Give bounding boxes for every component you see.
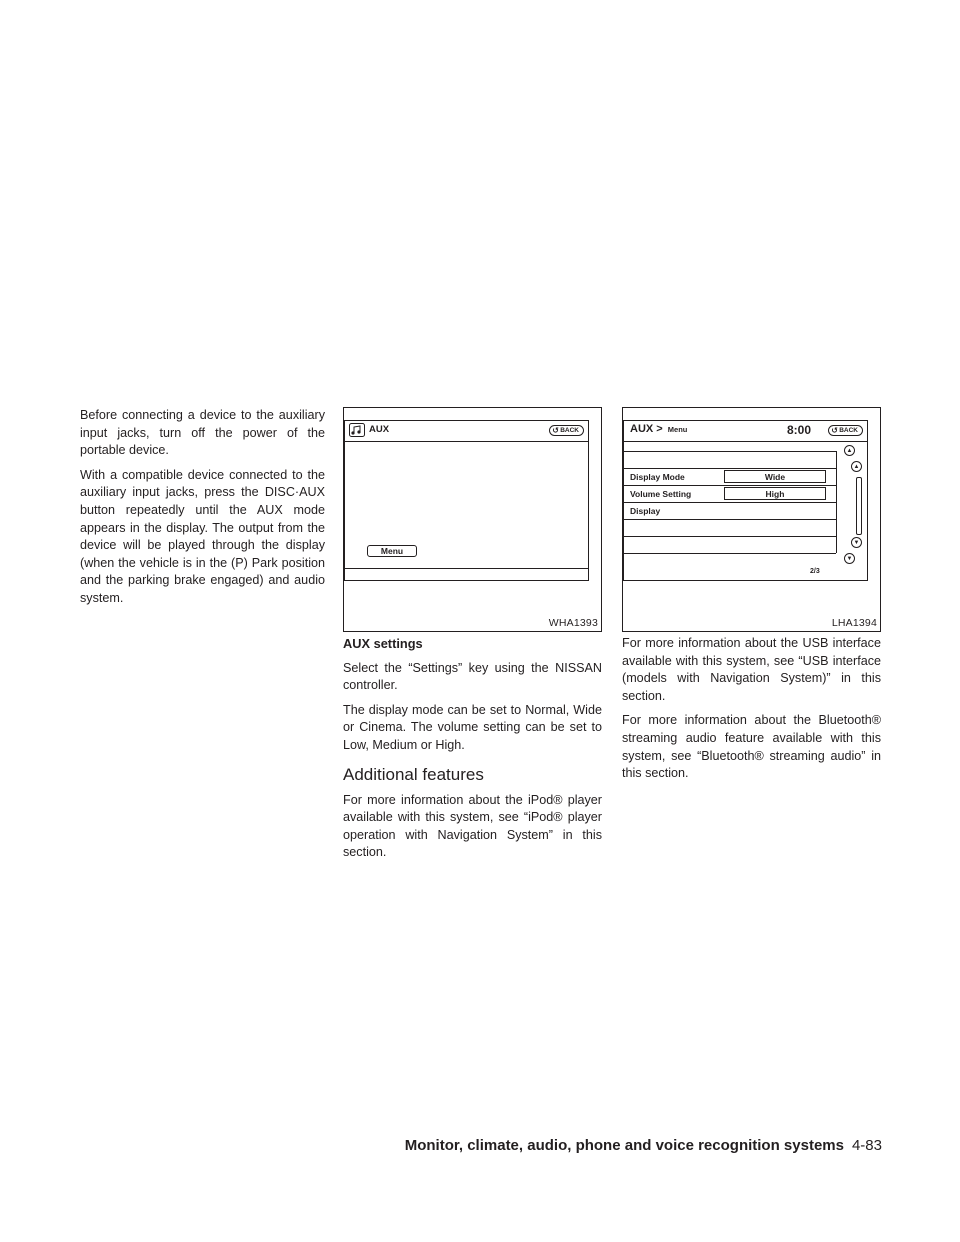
aux-menu-title xyxy=(630,423,687,435)
header-divider xyxy=(624,441,867,442)
back-button[interactable] xyxy=(549,425,584,436)
menu-row-frame-bottom xyxy=(624,553,836,570)
menu-frame-right xyxy=(836,451,837,553)
menu-row-label: Display xyxy=(630,506,661,516)
section-heading-additional-features: Additional features xyxy=(343,764,484,784)
chapter-title: Monitor, climate, audio, phone and voice recognition systems xyxy=(404,1137,844,1154)
paragraph-aux-mode: With a compatible device connected to the auxiliary input jacks, press the DISC·AUX button repeatedly until the AUX mode appears in the display. The output from the device will be played through the display (when the vehicle is in the (P) Park position and the parking brake engaged) and audio system. xyxy=(80,467,325,605)
figure-id: WHA1393 xyxy=(548,617,598,629)
column-left xyxy=(80,407,325,615)
music-note-icon xyxy=(349,423,365,437)
display-mode-value[interactable]: Wide xyxy=(724,470,826,483)
paragraph-bluetooth: For more information about the Bluetooth® streaming audio feature available with this system, see “Bluetooth® streaming audio” in this section. xyxy=(622,713,881,781)
back-button-label: BACK xyxy=(839,427,858,434)
aux-display-screen xyxy=(344,420,589,581)
aux-screen-title: AUX xyxy=(369,424,390,435)
scroll-top-icon[interactable]: ▲ xyxy=(844,445,855,456)
scroll-bottom-icon[interactable]: ▼ xyxy=(844,553,855,564)
figure-id: LHA1394 xyxy=(831,617,877,629)
header-divider xyxy=(345,441,588,442)
clock: 8:00 xyxy=(787,423,812,437)
scroll-down-icon[interactable]: ▼ xyxy=(851,537,862,548)
column-right xyxy=(622,635,881,790)
paragraph-display-mode: The display mode can be set to Normal, Wide or Cinema. The volume setting can be set to Low, Medium or High. xyxy=(343,702,602,752)
aux-menu-display-screen xyxy=(623,420,868,581)
page-number: 4-83 xyxy=(851,1137,882,1154)
paragraph-settings-key: Select the “Settings” key using the NISSAN controller. xyxy=(343,660,602,693)
menu-row-frame-top xyxy=(624,451,836,468)
back-button[interactable] xyxy=(828,425,863,436)
volume-setting-value[interactable]: High xyxy=(724,487,826,500)
paragraph-usb: For more information about the USB interface available with this system, see “USB interface (models with Navigation System)” in this section. xyxy=(622,636,881,703)
subheading-aux-settings: AUX settings xyxy=(343,636,423,651)
menu-row-empty xyxy=(624,536,836,553)
footer-divider xyxy=(345,568,588,569)
menu-row-empty xyxy=(624,519,836,536)
menu-row-label: Display Mode xyxy=(630,472,685,482)
back-arrow-icon: ↺ xyxy=(552,426,559,435)
menu-row-display[interactable] xyxy=(624,502,836,519)
column-middle xyxy=(343,635,602,869)
scroll-up-icon[interactable]: ▲ xyxy=(851,461,862,472)
back-arrow-icon: ↺ xyxy=(831,426,838,435)
back-button-label: BACK xyxy=(560,427,579,434)
page-indicator: 2/3 xyxy=(810,568,820,575)
figure-aux-screen xyxy=(343,407,602,632)
scrollbar[interactable] xyxy=(856,477,862,535)
paragraph-disconnect-power: Before connecting a device to the auxiliary input jacks, turn off the power of the portable device. xyxy=(80,408,325,458)
page-footer xyxy=(405,1137,882,1154)
aux-menu-title-sub: Menu xyxy=(667,425,688,434)
aux-menu-title-main: AUX > xyxy=(630,423,663,435)
paragraph-ipod: For more information about the iPod® player available with this system, see “iPod® player operation with Navigation System” in this section. xyxy=(343,792,602,860)
menu-row-label: Volume Setting xyxy=(630,489,692,499)
menu-button[interactable]: Menu xyxy=(367,545,417,557)
figure-aux-menu-screen xyxy=(622,407,881,632)
